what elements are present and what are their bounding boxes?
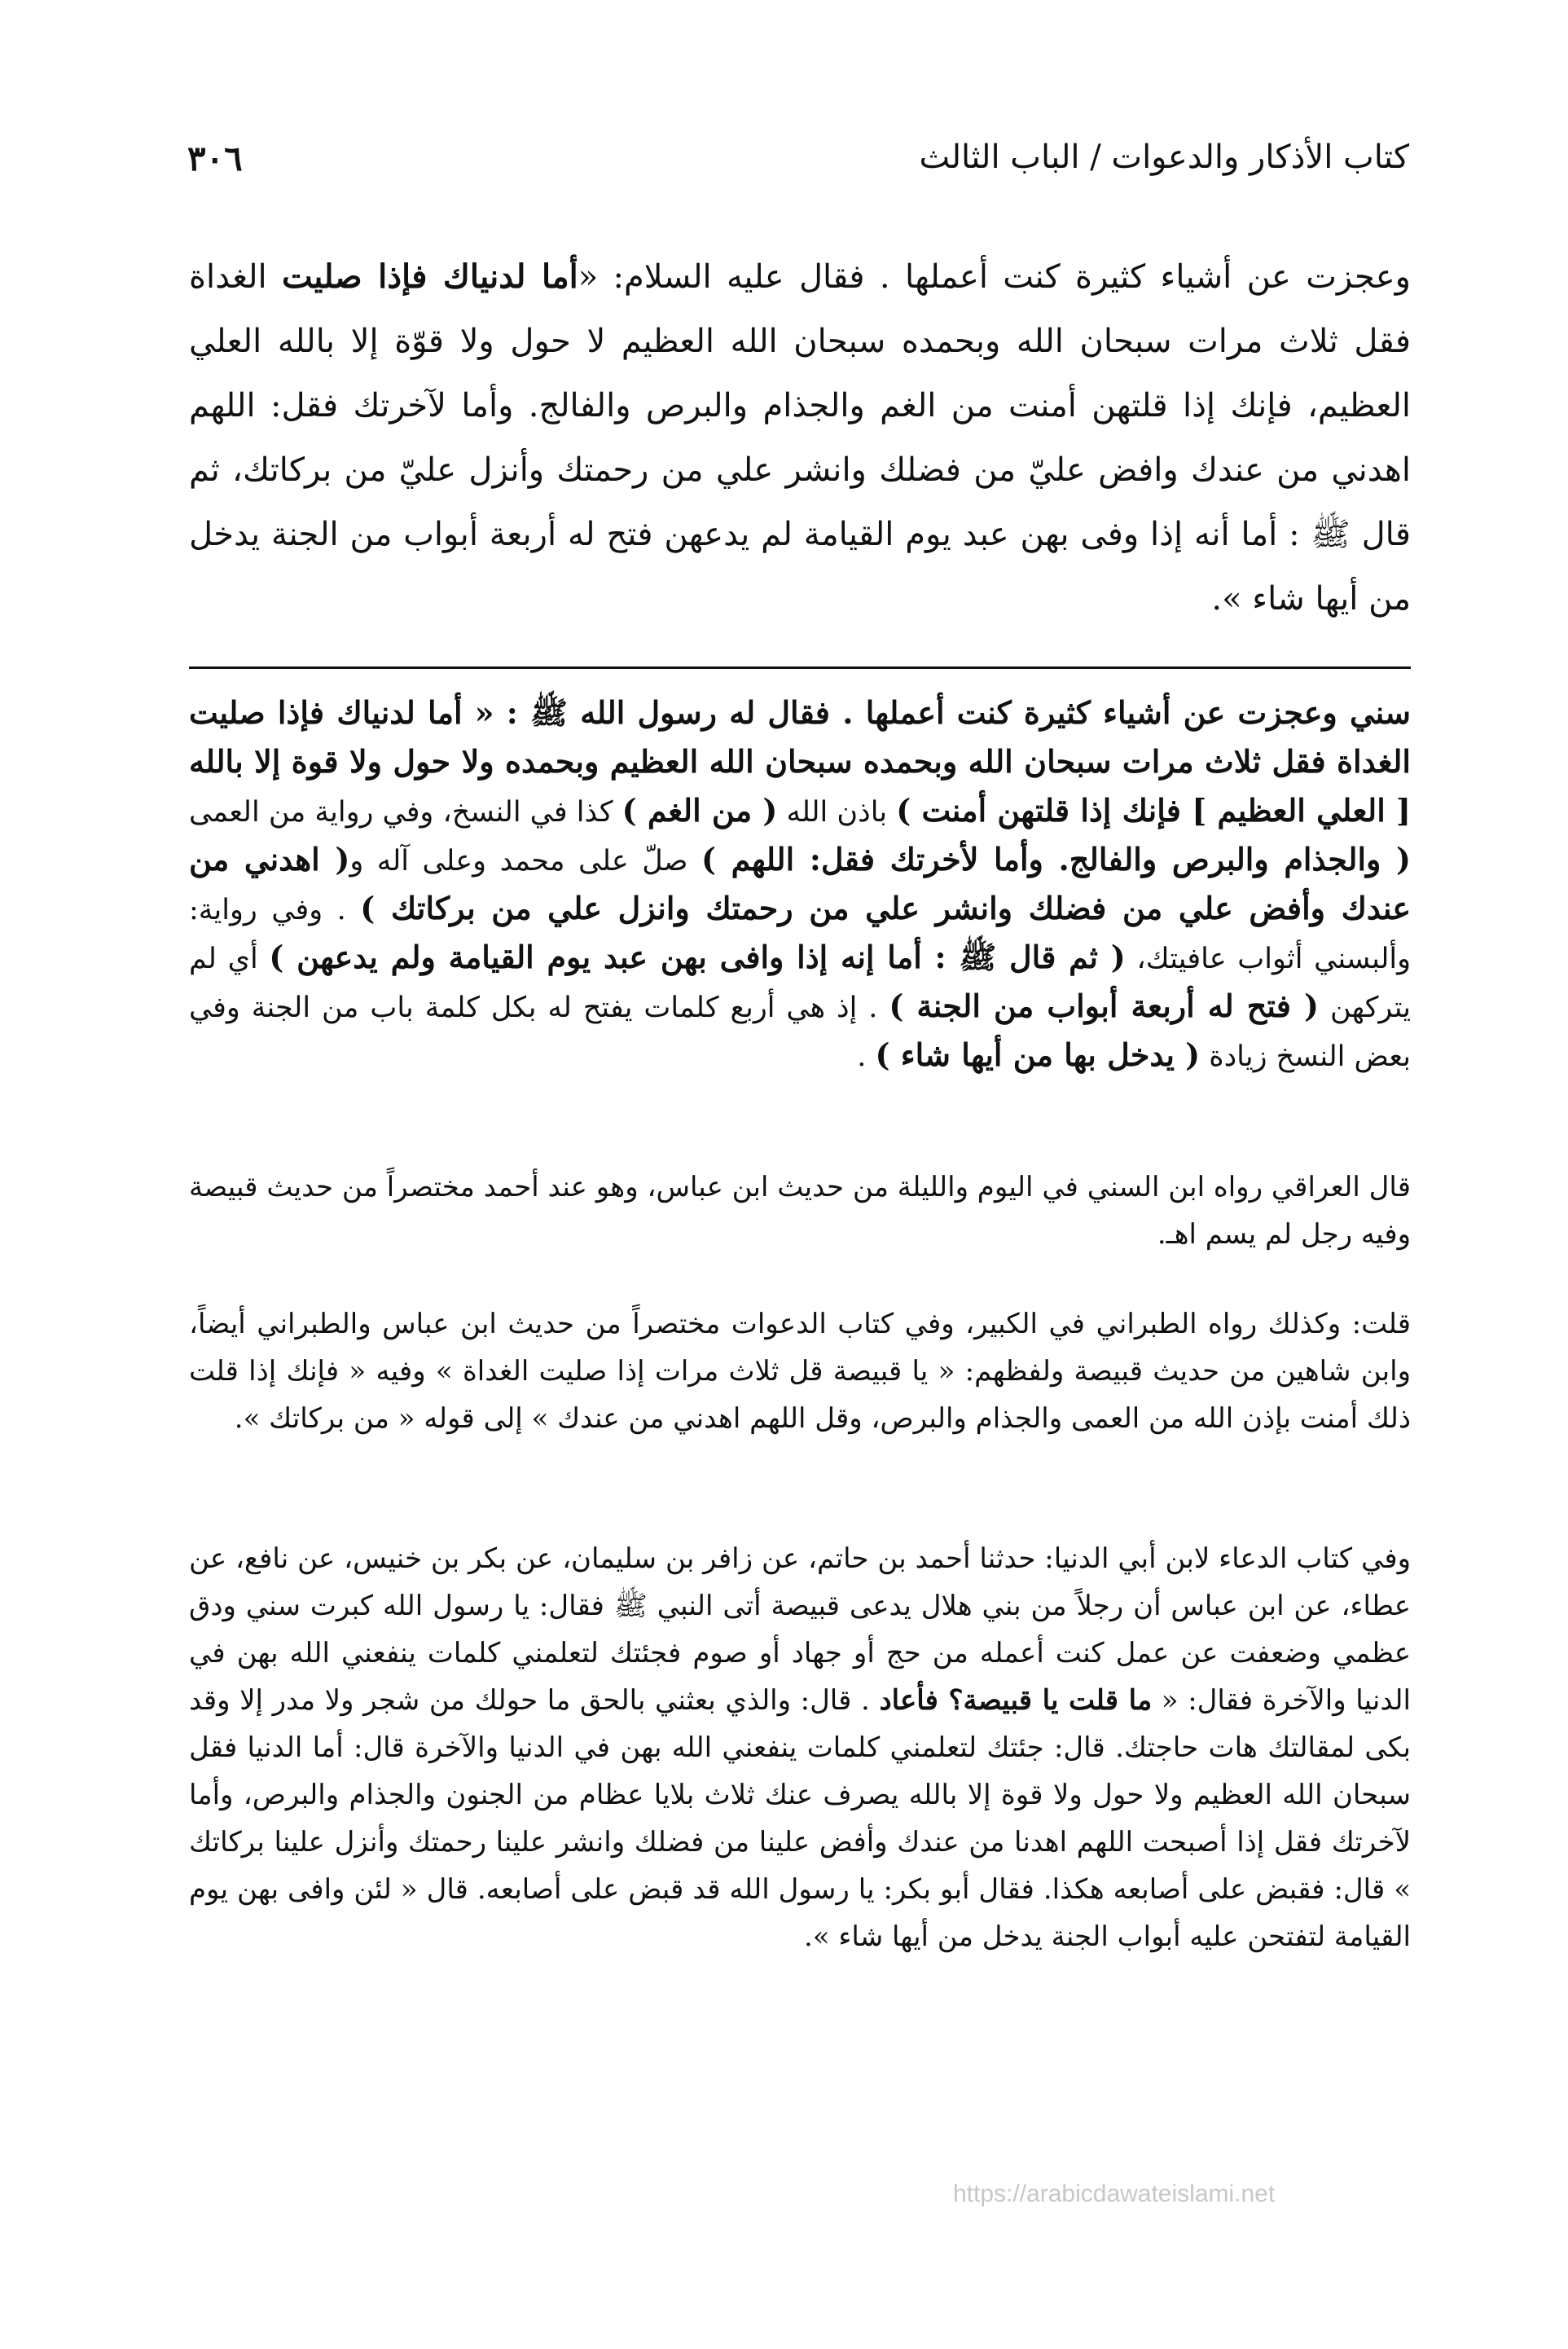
commentary-bold: ( من الغم ) [621,792,778,829]
iraqi-paragraph: قال العراقي رواه ابن السني في اليوم والليلة من حديث ابن عباس، وهو عند أحمد مختصراً من حديث قبيصة وفيه رجل لم يسم اهـ. [189,1171,1411,1251]
watermark-url: https://arabicdawateislami.net [953,2180,1276,2207]
commentary-text: باذن الله [777,796,897,829]
main-text-bold: أما لدنياك فإذا صليت [282,257,578,296]
main-text-part: الغداة فقل ثلاث مرات سبحان الله وبحمده سبحان الله العظيم لا حول ولا قوّة إلا بالله العلي العظيم، فإنك إذا قلتهن أمنت من الغم والجذام والبرص والفالج. وأما لآخرتك فقل: اللهم اهدني من عندك وافض عليّ من فضلك وانشر علي من رحمتك وأنزل عليّ من بركاتك، ثم قال ﷺ : أما أنه إذا وفى بهن عبد يوم القيامة لم يدعهن فتح له أربعة أبواب من الجنة يدخل من أيها شاء ». [189,258,1411,618]
commentary-text: كذا في النسخ، وفي رواية من العمى [189,796,622,829]
commentary-bold: سني وعجزت عن أشياء كثيرة كنت أعملها . فقال له رسول الله ﷺ : « أما لدنياك فإذا صليت الغداة فقل ثلاث مرات سبحان الله وبحمده سبحان الله العظيم وبحمده ولا حول ولا قوة إلا بالله [ العلي العظيم ] فإنك إذا قلتهن أمنت ) [189,694,1412,829]
commentary-text: . وفي رواية: وألبسني أثواب عافيتك، [189,894,1411,975]
qultu-paragraph: قلت: وكذلك رواه الطبراني في الكبير، وفي كتاب الدعوات مختصراً من حديث ابن عباس والطبراني أيضاً، وابن شاهين من حديث قبيصة ولفظهم: « يا قبيصة قل ثلاث مرات إذا صليت الغداة » وفيه « فإنك إذا قلت ذلك أمنت بإذن الله من العمى والجذام والبرص، وقل اللهم اهدني من عندك » إلى قوله « من بركاتك ». [189,1308,1412,1435]
commentary-bold: ( والجذام والبرص والفالج. وأما لأخرتك فقل: اللهم ) [701,841,1412,878]
main-text-part: وعجزت عن أشياء كثيرة كنت أعملها . فقال عليه السلام: « [578,258,1411,296]
main-text [189,244,1411,631]
running-title: كتاب الأذكار والدعوات / الباب الثالث [919,139,1409,176]
dua-text: وفي كتاب الدعاء لابن أبي الدنيا: حدثنا أحمد بن حاتم، عن زافر بن سليمان، عن بكر بن خنيس، عن نافع، عن عطاء، عن ابن عباس أن رجلاً من بني هلال يدعى قبيصة أتى النبي ﷺ فقال: يا رسول الله كبرت سني ودق عظمي وضعفت عن عمل كنت أعمله من حج أو جهاد أو صوم فجئتك لتعلمني كلمات ينفعني الله بهن في الدنيا والآخرة فقال: « [189,1542,1411,1717]
commentary-bold: ( ثم قال ﷺ : أما إنه إذا وافى بهن عبد يوم القيامة ولم يدعهن ) [269,939,1126,975]
commentary-text: . إذ هي أربع كلمات يفتح له بكل كلمة باب من الجنة وفي بعض النسخ زيادة [189,992,1411,1073]
commentary-text: أي لم يتركهن [189,943,1411,1024]
commentary-bold: ( فتح له أربعة أبواب من الجنة ) [889,988,1319,1024]
commentary-bold: ( يدخل بها من أيها شاء ) [875,1036,1201,1073]
dua-bold: ما قلت يا قبيصة؟ فأعاد [879,1684,1153,1717]
commentary-paragraph [189,689,1411,1080]
page-number: ٣٠٦ [187,139,243,178]
dua-text: . قال: والذي بعثني بالحق ما حولك من شجر ولا مدر إلا وقد بكى لمقالتك هات حاجتك. قال: جئتك لتعلمني كلمات ينفعني الله بهن في الدنيا والآخرة قال: أما الدنيا فقل سبحان الله العظيم ولا حول ولا قوة إلا بالله يصرف عنك ثلاث بلايا عظام من الجنون والجذام والبرص، وأما لآخرتك فقل إذا أصبحت اللهم اهدنا من عندك وأفض علينا من فضلك وانشر علينا رحمتك وأنزل علينا بركاتك » قال: فقبض على أصابعه هكذا. فقال أبو بكر: يا رسول الله قد قبض على أصابعه. قال « لئن وافى بهن يوم القيامة لتفتحن عليه أبواب الجنة يدخل من أيها شاء ». [189,1684,1411,1953]
footnote-divider [189,666,1411,669]
dua-book-paragraph [189,1535,1411,1960]
commentary-bold: ( اهدني من عندك وأفض علي من فضلك وانشر علي من رحمتك وانزل علي من بركاتك ) [189,841,1411,926]
commentary-text: . [857,1040,876,1073]
commentary-text: صلّ على محمد وعلى آله و [349,845,702,878]
page-header [187,139,1409,187]
